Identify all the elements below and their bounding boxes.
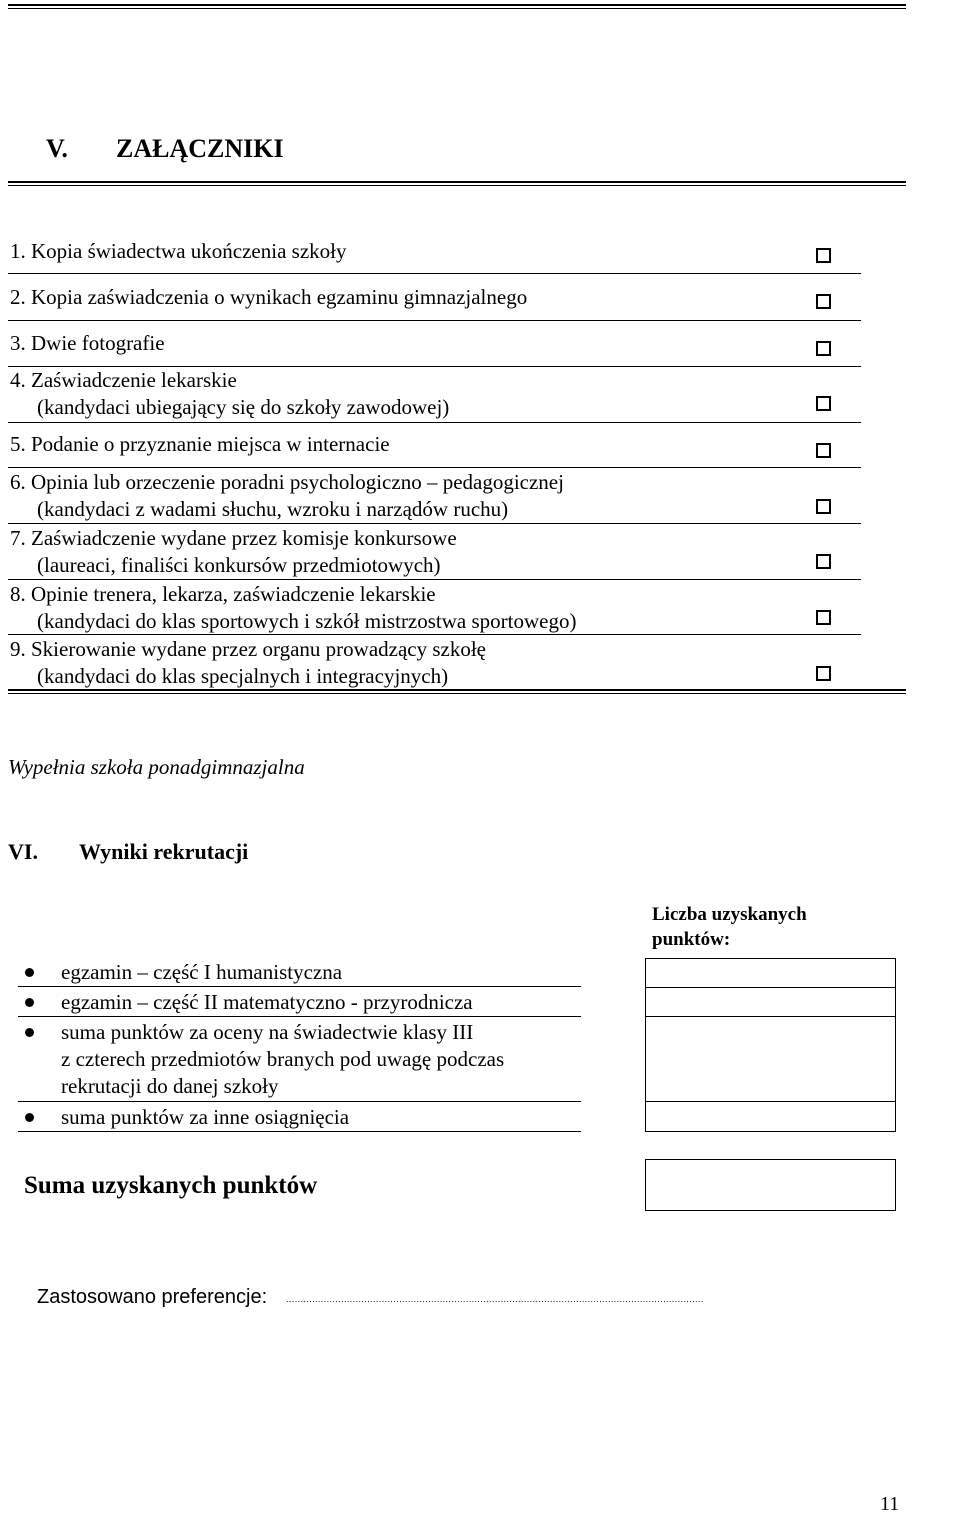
points-box-result-4[interactable]: [645, 1101, 896, 1132]
result-3-label: suma punktów za oceny na świadectwie klasy III z czterech przedmiotów branych pod uwagę podczas rekrutacji do danej szkoły: [61, 1020, 505, 1098]
points-box-result-3[interactable]: [645, 1016, 896, 1102]
attachment-1-checkbox[interactable]: [816, 248, 831, 263]
attachment-2-checkbox[interactable]: [816, 294, 831, 309]
top-rule: [8, 4, 906, 9]
attachment-1-text: 1. Kopia świadectwa ukończenia szkoły: [10, 239, 347, 263]
points-column-header: Liczba uzyskanych punktów:: [652, 904, 807, 950]
attachment-8-text: 8. Opinie trenera, lekarza, zaświadczenie lekarskie (kandydaci do klas sportowych i szkół mistrzostwa sportowego): [10, 582, 577, 633]
school-note: Wypełnia szkoła ponadgimnazjalna: [8, 755, 305, 779]
attachments-bottom-rule: [8, 689, 906, 694]
page-number: 11: [880, 1493, 900, 1515]
attachment-9-text: 9. Skierowanie wydane przez organu prowadzący szkołę (kandydaci do klas specjalnych i integracyjnych): [10, 637, 487, 688]
row-divider: [18, 1016, 581, 1017]
attachment-2-text: 2. Kopia zaświadczenia o wynikach egzaminu gimnazjalnego: [10, 285, 528, 309]
row-divider: [18, 986, 581, 987]
section-v-number: V.: [46, 134, 68, 163]
section-v-title: ZAŁĄCZNIKI: [116, 134, 284, 163]
attachment-5-text: 5. Podanie o przyznanie miejsca w internacie: [10, 432, 390, 456]
row-divider: [18, 1101, 581, 1102]
row-divider: [8, 320, 861, 321]
preferences-field[interactable]: ................................................................................................................................................: [286, 1294, 704, 1304]
section-v-rule: [8, 181, 906, 186]
section-vi-number: VI.: [8, 839, 38, 864]
total-points-box[interactable]: [645, 1159, 896, 1211]
attachment-4-text: 4. Zaświadczenie lekarskie (kandydaci ubiegający się do szkoły zawodowej): [10, 368, 450, 419]
attachment-8-checkbox[interactable]: [816, 610, 831, 625]
preferences-label: Zastosowano preferencje:: [37, 1286, 268, 1308]
section-vi-title: Wyniki rekrutacji: [79, 839, 249, 864]
result-1-label: egzamin – część I humanistyczna: [61, 960, 343, 984]
attachment-3-text: 3. Dwie fotografie: [10, 331, 165, 355]
bullet-icon: [25, 998, 34, 1007]
row-divider: [8, 273, 861, 274]
row-divider: [18, 1131, 581, 1132]
result-4-label: suma punktów za inne osiągnięcia: [61, 1105, 350, 1129]
row-divider: [8, 523, 861, 524]
bullet-icon: [25, 1028, 34, 1037]
attachment-6-text: 6. Opinia lub orzeczenie poradni psychologiczno – pedagogicznej (kandydaci z wadami słuchu, wzroku i narządów ruchu): [10, 470, 564, 521]
total-label: Suma uzyskanych punktów: [24, 1172, 318, 1199]
bullet-icon: [25, 1113, 34, 1122]
attachment-9-checkbox[interactable]: [816, 666, 831, 681]
result-2-label: egzamin – część II matematyczno - przyrodnicza: [61, 990, 473, 1014]
row-divider: [8, 634, 861, 635]
attachment-5-checkbox[interactable]: [816, 443, 831, 458]
points-box-result-2[interactable]: [645, 987, 896, 1017]
row-divider: [8, 579, 861, 580]
attachment-6-checkbox[interactable]: [816, 499, 831, 514]
bullet-icon: [25, 968, 34, 977]
attachment-4-checkbox[interactable]: [816, 396, 831, 411]
points-box-result-1[interactable]: [645, 958, 896, 988]
attachment-3-checkbox[interactable]: [816, 341, 831, 356]
attachment-7-checkbox[interactable]: [816, 554, 831, 569]
row-divider: [8, 422, 861, 423]
row-divider: [8, 467, 861, 468]
attachment-7-text: 7. Zaświadczenie wydane przez komisje konkursowe (laureaci, finaliści konkursów przedmiotowych): [10, 526, 457, 577]
